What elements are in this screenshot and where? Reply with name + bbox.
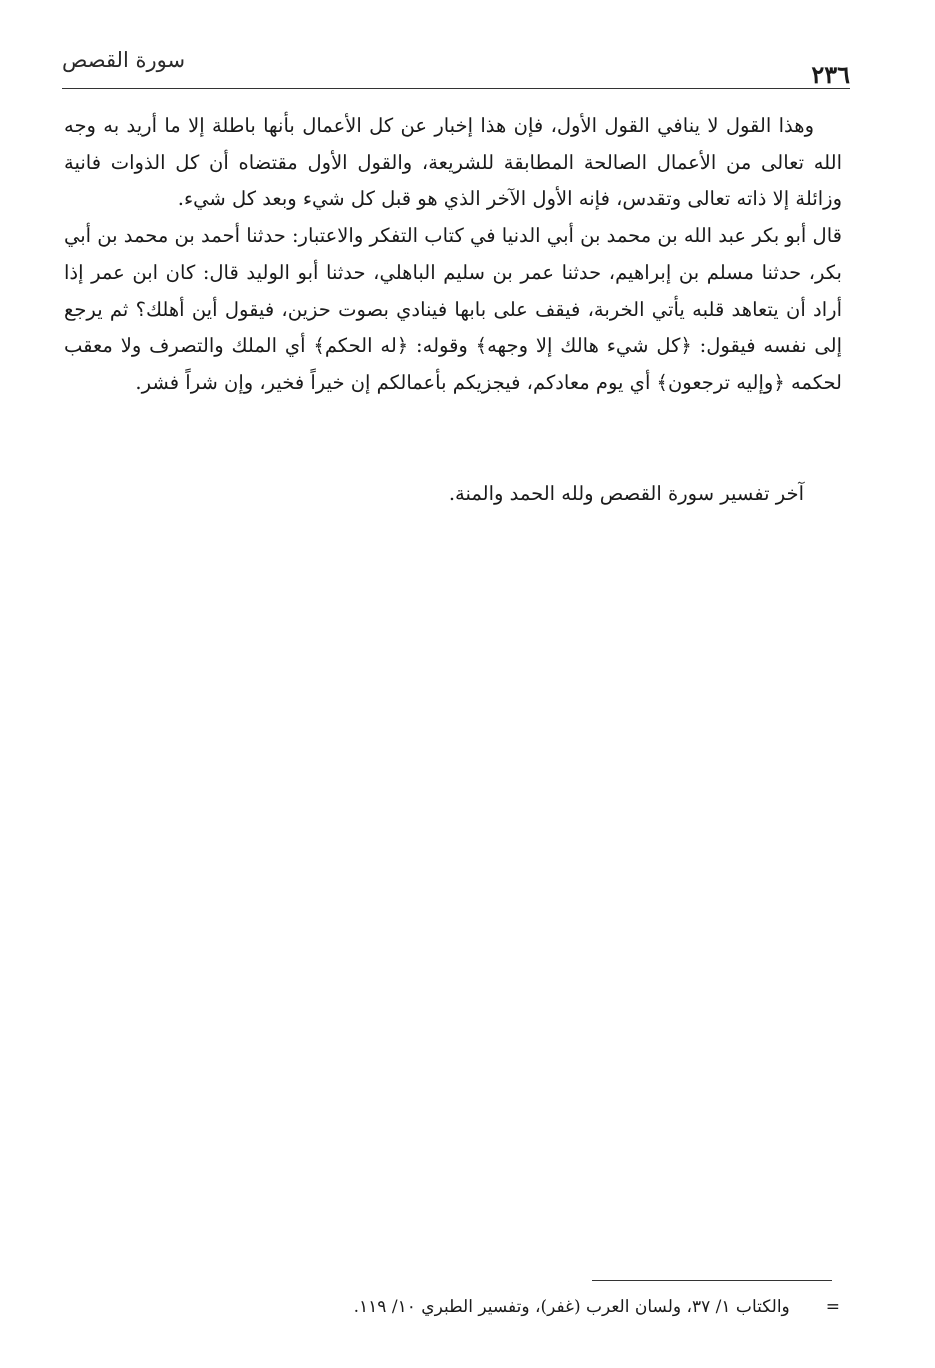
header-divider	[62, 88, 850, 89]
footnote-continuation-marker: =	[825, 1297, 840, 1317]
footnote	[250, 1293, 840, 1321]
footnote-divider	[592, 1280, 832, 1281]
footnote-text: والكتاب ١/ ٣٧، ولسان العرب (غفر)، وتفسير الطبري ١٠/ ١١٩.	[353, 1297, 790, 1317]
paragraph-narration: قال أبو بكر عبد الله بن محمد بن أبي الدنيا في كتاب التفكر والاعتبار: حدثنا أحمد بن محمد بن أبي بكر، حدثنا مسلم بن إبراهيم، حدثنا عمر بن سليم الباهلي، حدثنا أبو الوليد قال: كان ابن عمر إذا أراد أن يتعاهد قلبه يأتي الخربة، فيقف على بابها فينادي بصوت حزين، فيقول أين أهلك؟ ثم يرجع إلى نفسه فيقول: ﴿كل شيء هالك إلا وجهه﴾ وقوله: ﴿له الحكم﴾ أي الملك والتصرف ولا معقب لحكمه ﴿وإليه ترجعون﴾ أي يوم معادكم، فيجزيكم بأعمالكم إن خيراً فخير، وإن شراً فشر.	[64, 224, 842, 394]
page-number: ٢٣٦	[811, 60, 850, 89]
paragraph-commentary: وهذا القول لا ينافي القول الأول، فإن هذا إخبار عن كل الأعمال بأنها باطلة إلا ما أريد به وجه الله تعالى من الأعمال الصالحة المطابقة للشريعة، والقول الأول مقتضاه أن كل الذوات فانية وزائلة إلا ذاته تعالى وتقدس، فإنه الأول الآخر الذي هو قبل كل شيء وبعد كل شيء.	[64, 114, 842, 211]
main-text	[64, 108, 842, 402]
running-header-title: سورة القصص	[62, 48, 186, 72]
surah-closing-line: آخر تفسير سورة القصص ولله الحمد والمنة.	[448, 482, 804, 505]
